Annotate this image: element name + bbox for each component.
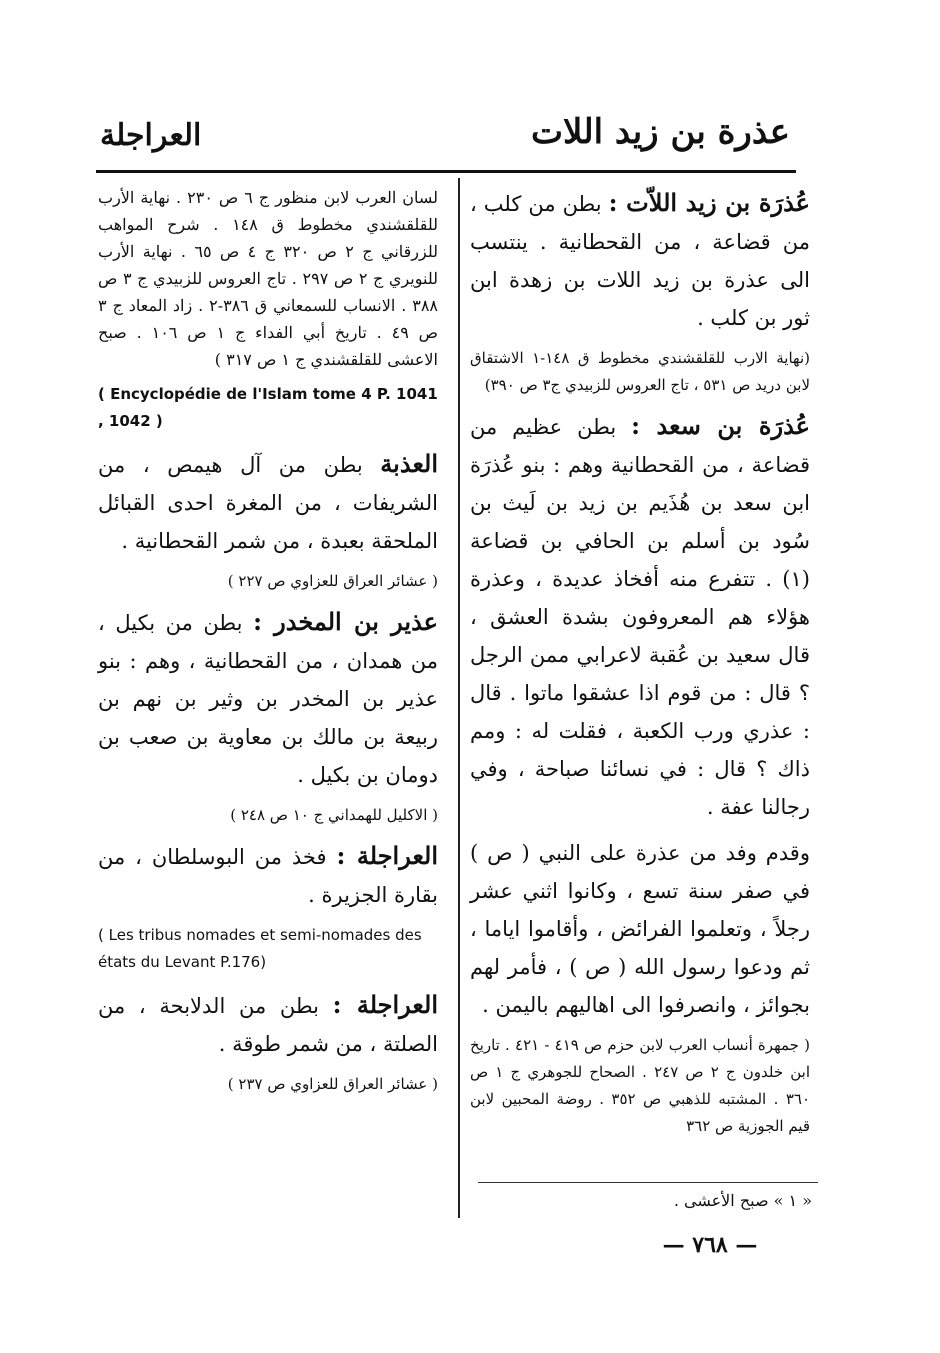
entry-reference: ( جمهرة أنساب العرب لابن حزم ص ٤١٩ - ٤٢١ . تاريخ ابن خلدون ج ٢ ص ٢٤٧ . الصحاح للجوهري ج ١ ص ٣٦٠ . المشتبه للذهبي ص ٣٥٢ . روضة المحبين لابن قيم الجوزية ص ٣٦٢	[470, 1036, 810, 1135]
entry-reference: ( عشائر العراق للعزاوي ص ٢٢٧ )	[227, 572, 438, 590]
entry-udhra-ibn-zayd-allat	[470, 184, 810, 337]
entry-al-arajila-2	[98, 986, 438, 1063]
entry-text: بطن من الدلابحة ، من الصلتة ، من شمر طوقة .	[98, 994, 438, 1056]
entry-text: بطن من آل هيمص ، من الشريفات ، من المغرة احدى القبائل الملحقة بعبدة ، من شمر القحطانية .	[98, 453, 438, 553]
page-number: — ٧٦٨ —	[662, 1232, 758, 1258]
entry-heading: عُذرَة بن زيد اللاّت :	[608, 188, 810, 217]
entry-al-arajila-1	[98, 837, 438, 914]
entry-heading: العراجلة :	[336, 841, 439, 870]
entry-reference: ( الاكليل للهمداني ج ١٠ ص ٢٤٨ )	[230, 806, 438, 824]
entry-al-adhba	[98, 445, 438, 560]
left-column	[98, 184, 438, 1106]
latin-reference: ( Encyclopédie de l'Islam tome 4 P. 1041 , 1042 )	[98, 385, 438, 430]
header-rule	[96, 170, 796, 173]
entry-heading: العراجلة :	[332, 990, 438, 1019]
entry-text: بطن عظيم من قضاعة ، من القحطانية وهم : بنو عُذرَة ابن سعد بن هُذَيم بن زيد بن لَيث بن سُود بن أسلم بن الحافي بن قضاعة (١) . تتفرع منه أفخاذ عديدة ، وعذرة هؤلاء هم المعروفون بشدة العشق ، قال سعيد بن عُقبة لاعرابي ممن الرجل ؟ قال : من قوم اذا عشقوا ماتوا . قال : عذري ورب الكعبة ، فقلت له : ومم ذاك ؟ قال : في نسائنا صباحة ، وفي رجالنا عفة .	[470, 415, 810, 819]
entry-udhayr-ibn-al-mukhaddir	[98, 603, 438, 794]
entry-text: بطن من بكيل ، من همدان ، من القحطانية ، وهم : بنو عذير بن المخدر بن وثير بن نهم بن ربيعة بن مالك بن معاوية بن صعب بن دومان بن بكيل .	[98, 611, 438, 787]
footnote-rule	[478, 1182, 818, 1183]
entry-paragraph: وقدم وفد من عذرة على النبي ( ص ) في صفر سنة تسع ، وكانوا اثني عشر رجلاً ، وتعلموا الفرائض ، وأقاموا اياما ، ثم ودعوا رسول الله ( ص ) ، فأمر لهم بجوائز ، وانصرفوا الى اهاليهم باليمن .	[470, 841, 810, 1017]
running-header-left: العراجلة	[100, 118, 202, 153]
entry-reference: ( عشائر العراق للعزاوي ص ٢٣٧ )	[227, 1075, 438, 1093]
entry-udhra-ibn-saad	[470, 407, 810, 826]
entry-reference: (نهاية الارب للقلقشندي مخطوط ق ١٤٨-١ الاشتقاق لابن دريد ص ٥٣١ ، تاج العروس للزبيدي ج٣ ص ٣٩٠)	[470, 349, 810, 394]
entry-text: فخذ من البوسلطان ، من بقارة الجزيرة .	[98, 845, 438, 907]
footnote: « ١ » صبح الأعشى .	[673, 1191, 812, 1210]
entry-heading: عذير بن المخدر :	[253, 607, 439, 636]
column-divider	[458, 178, 460, 1218]
entry-heading: العذبة	[380, 449, 438, 478]
right-column	[470, 184, 810, 1148]
entry-heading: عُذرَة بن سعد :	[631, 411, 810, 440]
entry-text: بطن من كلب ، من قضاعة ، من القحطانية . ينتسب الى عذرة بن زيد اللات بن زهدة ابن ثور بن كلب .	[470, 192, 810, 330]
running-header-right: عذرة بن زيد اللات	[530, 112, 790, 152]
latin-reference: ( Les tribus nomades et semi-nomades des états du Levant P.176)	[98, 926, 422, 971]
continued-reference: لسان العرب لابن منظور ج ٦ ص ٢٣٠ . نهاية الأرب للقلقشندي مخطوط ق ١٤٨ . شرح المواهب للزرقاني ج ٢ ص ٣٢٠ ج ٤ ص ٦٥ . نهاية الأرب للنويري ج ٢ ص ٢٩٧ . تاج العروس للزبيدي ج ٣ ص ٣٨٨ . الانساب للسمعاني ق ٣٨٦-٢ . زاد المعاد ج ٣ ص ٤٩ . تاريخ أبي الفداء ج ١ ص ١٠٦ . صبح الاعشى للقلقشندي ج ١ ص ٣١٧ )	[98, 188, 439, 369]
